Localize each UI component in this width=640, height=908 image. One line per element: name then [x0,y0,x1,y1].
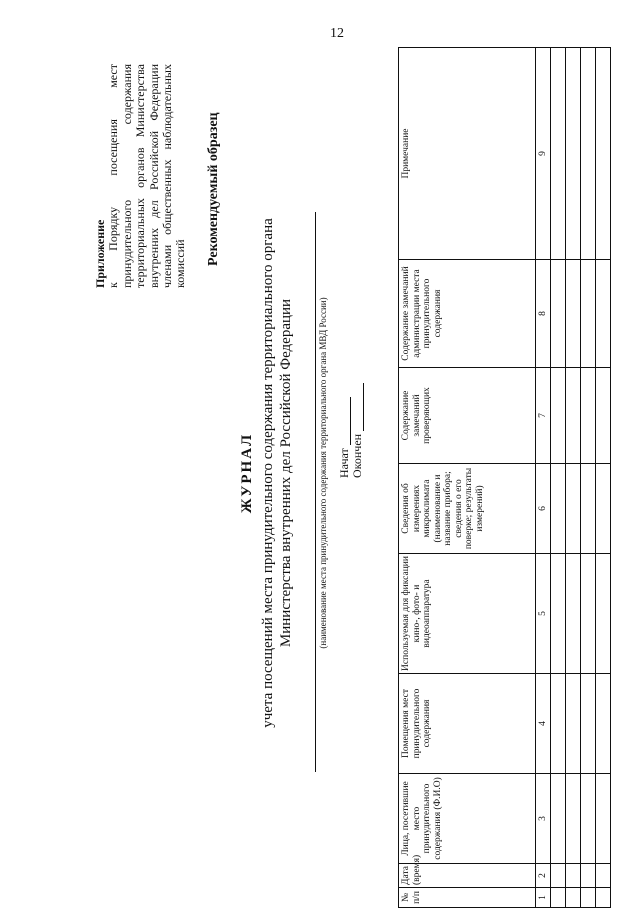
table-cell [596,260,611,368]
table-cell [596,774,611,864]
journal-subtitle-line1: учета посещений места принудительного содержания территориального органа [260,218,276,728]
header-microclimate: Сведения об измерениях микроклимата (наименование и название прибора; сведения о его поверке; результаты измерений) [399,464,536,554]
table-cell [566,464,581,554]
header-inspector-remarks: Содержание замечаний проверяющих [399,368,536,464]
table-cell [566,674,581,774]
table-cell [596,464,611,554]
table-cell [581,674,596,774]
table-cell [566,554,581,674]
column-number: 7 [536,368,551,464]
column-number: 3 [536,774,551,864]
table-cell [551,554,566,674]
table-cell [566,260,581,368]
journal-subtitle-line2: Министерства внутренних дел Российской Федерации [278,298,294,648]
column-number: 9 [536,48,551,260]
table-cell [581,368,596,464]
table-cell [581,260,596,368]
column-number: 2 [536,864,551,888]
finished-row [351,383,364,478]
started-label: Начат [337,448,351,478]
org-name-line [315,212,316,772]
recommended-sample-label: Рекомендуемый образец [206,112,221,266]
table-row [596,48,611,908]
journal-dates [338,383,364,478]
header-equipment: Используемая для фиксации кино-, фото- и видеоаппаратура [399,554,536,674]
table-cell [551,464,566,554]
table-header-row [399,48,536,908]
table-cell [581,554,596,674]
org-name-caption: (наименование места принудительного содержания территориального органа МВД России) [318,297,328,649]
annex-text: к Порядку посещения мест принудительного содержания территориальных органов Министерства внутренних дел Российской Федерации членами общественных наблюдательных комиссий [106,64,188,288]
column-number: 4 [536,674,551,774]
table-cell [581,464,596,554]
table-cell [566,48,581,260]
annex-heading: Приложение [93,219,107,288]
table-cell [596,48,611,260]
table-cell [566,864,581,888]
table-cell [551,674,566,774]
table-row [551,48,566,908]
column-number: 1 [536,888,551,908]
table-cell [596,864,611,888]
rotated-content [78,38,633,908]
table-cell [551,864,566,888]
header-visitors: Лица, посетившие место принудительного содержания (Ф.И.О) [399,774,536,864]
column-number: 6 [536,464,551,554]
column-number-row [536,48,551,908]
column-number: 8 [536,260,551,368]
table-cell [596,674,611,774]
table-cell [566,368,581,464]
finished-date-line [353,383,364,431]
table-cell [581,48,596,260]
table-cell [596,554,611,674]
table-cell [581,864,596,888]
header-premises: Помещения мест принудительного содержания [399,674,536,774]
header-note: Примечание [399,48,536,260]
table-cell [566,774,581,864]
header-admin-remarks: Содержание замечаний администрации места принудительного содержания [399,260,536,368]
journal-title: ЖУРНАЛ [239,432,255,514]
annex-block [94,64,188,288]
column-number: 5 [536,554,551,674]
table-row [566,48,581,908]
page-number: 12 [330,26,344,41]
table-cell [551,368,566,464]
journal-table [398,47,611,908]
table-cell [581,774,596,864]
finished-label: Окончен [350,433,364,478]
table-cell [596,368,611,464]
table-row [581,48,596,908]
table-cell [551,774,566,864]
header-number: № п/п [399,888,536,908]
table-cell [551,260,566,368]
header-date: Дата (время) [399,864,536,888]
table-cell [551,48,566,260]
